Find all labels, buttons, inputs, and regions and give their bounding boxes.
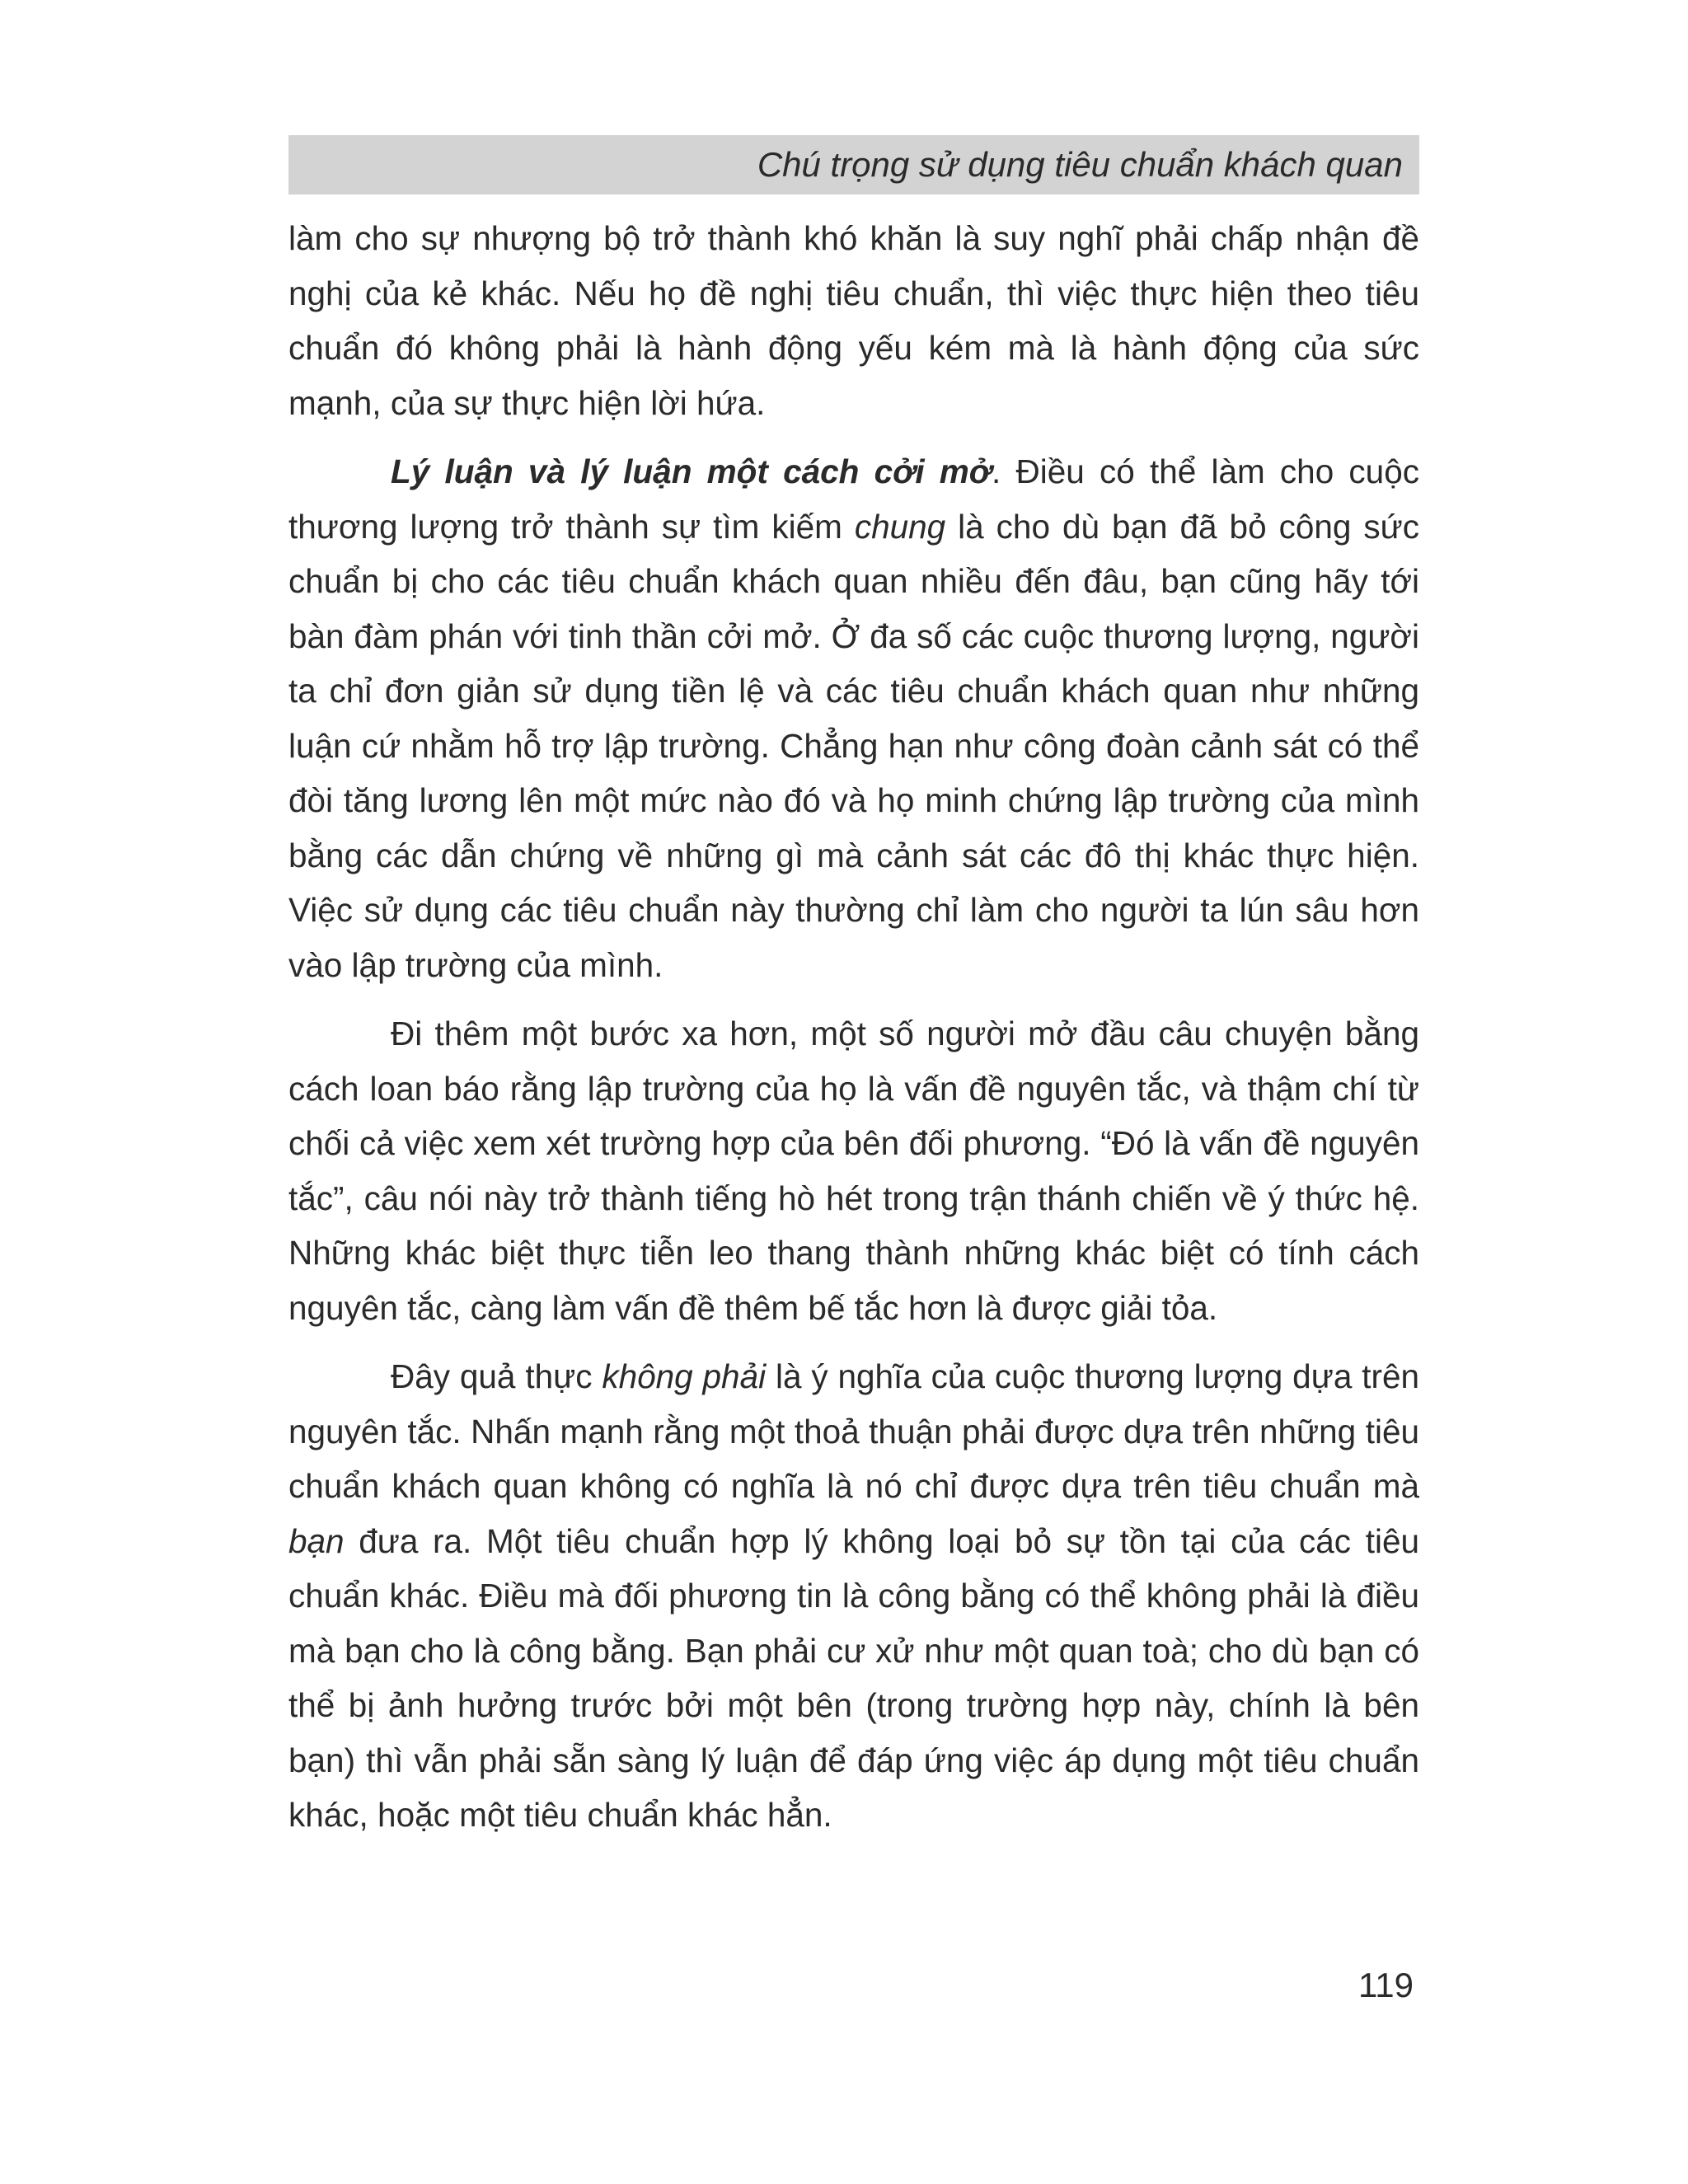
paragraph-1 (288, 211, 1419, 430)
paragraph-4-text-a: Đây quả thực (391, 1357, 603, 1395)
paragraph-3 (288, 1006, 1419, 1335)
page-body (288, 211, 1419, 1857)
paragraph-2 (288, 444, 1419, 992)
running-header-title: Chú trọng sử dụng tiêu chuẩn khách quan (757, 145, 1403, 184)
paragraph-3-text: Đi thêm một bước xa hơn, một số người mở đầu câu chuyện bằng cách loan báo rằng lập trường của họ là vấn đề nguyên tắc, và thậm chí từ chối cả việc xem xét trường hợp của bên đối phương. “Đó là vấn đề nguyên tắc”, câu nói này trở thành tiếng hò hét trong trận thánh chiến về ý thức hệ. Những khác biệt thực tiễn leo thang thành những khác biệt có tính cách nguyên tắc, càng làm vấn đề thêm bế tắc hơn là được giải tỏa. (288, 1015, 1419, 1327)
paragraph-2-lead-heading: Lý luận và lý luận một cách cởi mở (391, 452, 992, 490)
paragraph-2-emphasis: chung (854, 507, 946, 546)
paragraph-2-text-a: . Điều có thể làm cho cuộc thương lượng trở thành sự tìm kiếm (288, 452, 1419, 546)
paragraph-4-text-b: là ý nghĩa của cuộc thương lượng dựa trên nguyên tắc. Nhấn mạnh rằng một thoả thuận phải được dựa trên những tiêu chuẩn khách quan không có nghĩa là nó chỉ được dựa trên tiêu chuẩn mà (288, 1357, 1419, 1505)
page-number: 119 (1358, 1966, 1414, 2004)
paragraph-4-emphasis-a: không phải (602, 1357, 767, 1395)
paragraph-2-text-b: là cho dù bạn đã bỏ công sức chuẩn bị cho các tiêu chuẩn khách quan nhiều đến đâu, bạn cũng hãy tới bàn đàm phán với tinh thần cởi mở. Ở đa số các cuộc thương lượng, người ta chỉ đơn giản sử dụng tiền lệ và các tiêu chuẩn khách quan như những luận cứ nhằm hỗ trợ lập trường. Chẳng hạn như công đoàn cảnh sát có thể đòi tăng lương lên một mức nào đó và họ minh chứng lập trường của mình bằng các dẫn chứng về những gì mà cảnh sát các đô thị khác thực hiện. Việc sử dụng các tiêu chuẩn này thường chỉ làm cho người ta lún sâu hơn vào lập trường của mình. (288, 507, 1419, 984)
paragraph-4-text-c: đưa ra. Một tiêu chuẩn hợp lý không loại bỏ sự tồn tại của các tiêu chuẩn khác. Điều mà đối phương tin là công bằng có thể không phải là điều mà bạn cho là công bằng. Bạn phải cư xử như một quan toà; cho dù bạn có thể bị ảnh hưởng trước bởi một bên (trong trường hợp này, chính là bên bạn) thì vẫn phải sẵn sàng lý luận để đáp ứng việc áp dụng một tiêu chuẩn khác, hoặc một tiêu chuẩn khác hẳn. (288, 1521, 1419, 1834)
paragraph-4-emphasis-b: bạn (288, 1521, 345, 1560)
running-header-bar (288, 135, 1419, 194)
paragraph-1-text: làm cho sự nhượng bộ trở thành khó khăn là suy nghĩ phải chấp nhận đề nghị của kẻ khác. Nếu họ đề nghị tiêu chuẩn, thì việc thực hiện theo tiêu chuẩn đó không phải là hành động yếu kém mà là hành động của sức mạnh, của sự thực hiện lời hứa. (288, 219, 1419, 422)
paragraph-4 (288, 1349, 1419, 1843)
